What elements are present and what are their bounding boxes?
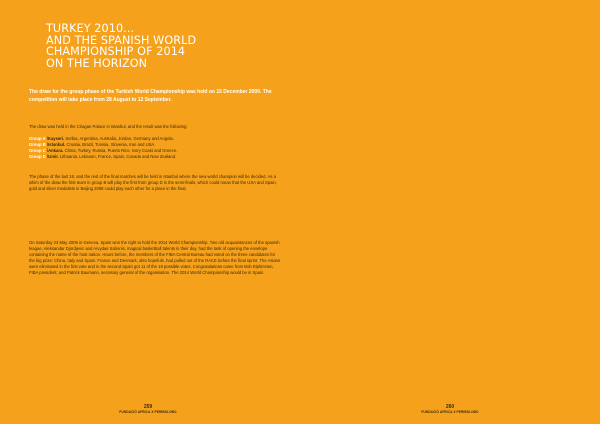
intro-paragraph: The draw was held in the Ciragan Palace in Istanbul, and the result was the following: [29,124,188,129]
group-city: /Izmir. [46,154,59,160]
page-title [46,23,286,69]
lead-paragraph: The draw for the group phase of the Turkish World Championship was held on 15 December 2009. The competition will take place from 28 August to 12 September. [29,89,272,103]
page-number: 259 [143,404,153,410]
page-number: 260 [445,404,455,410]
group-teams: Serbia, Argentina, Australia, Jordan, Germany and Angola. [64,136,174,141]
title-line: AND THE SPANISH WORLD [46,33,197,47]
title-line: ON THE HORIZON [46,56,148,70]
group-label: Group A [29,136,46,141]
group-d-line [29,154,281,160]
geneva-paragraph: On Saturday 23 May 2009 in Geneva, Spain won the right to hold the 2014 World Championship. Two old acquaintances of the spanish league, Aleksandar Djordjevic and Arvydas Sabonis, magical basketball talents in their day, had the task of opening the envelope containing the name of the host nation. Hours before, the members of the FIBA Central Bureau had voted on the three candidates for the big prize: China, Italy and Spain. France and Denmark, also hopefuls, had pulled out of the RACE before the final sprint. The Asians were eliminated in the first vote and in the second Spain got 11 of the 19 possible votes. Congratulations came from Bob Elphinston, FIBA president; and Patrick Baumann, secretary general of the organisation. The 2014 World Championship would be in Spain. [29,240,281,276]
phase-paragraph: The phase of the last 16, and the rest of the final matches will be held in Istanbul where the new world champion will be decided. As a whim of the draw the first team in group B will play the first from group D in the semi-finals, which could mean that the USA and Spain, gold and silver medalists in Beijing 2008 could play each other for a place in the final. [29,174,277,192]
group-city: /Istanbul. [46,142,66,148]
footer-brand: FUNDACIÓ AFRICA X PERIBSLOBO [119,410,177,414]
title-line: TURKEY 2010... [46,22,135,35]
group-label: Group B [29,142,46,148]
title-line: CHAMPIONSHIP OF 2014 [46,45,186,59]
page-footer [390,405,510,414]
footer-brand: FUNDACIÓ AFRICA X PERIBSLOBO [421,410,479,414]
right-page [300,0,600,424]
group-label: Group C [29,148,46,154]
group-city: /Kayseri. [46,136,65,141]
group-city: /Ankara. [46,148,64,154]
group-label: Group D [29,154,46,160]
group-list [29,136,281,160]
group-teams: Lithuania, Lebanon, France, Spain, Canada and New Zealand. [58,154,177,160]
group-teams: Croatia, Brazil, Tunisia, Slovenia, Iran and USA. [65,142,156,148]
group-teams: China, Turkey, Russia, Puerto Rico, Ivory Coast and Greece. [63,148,178,154]
page-footer [88,405,208,414]
